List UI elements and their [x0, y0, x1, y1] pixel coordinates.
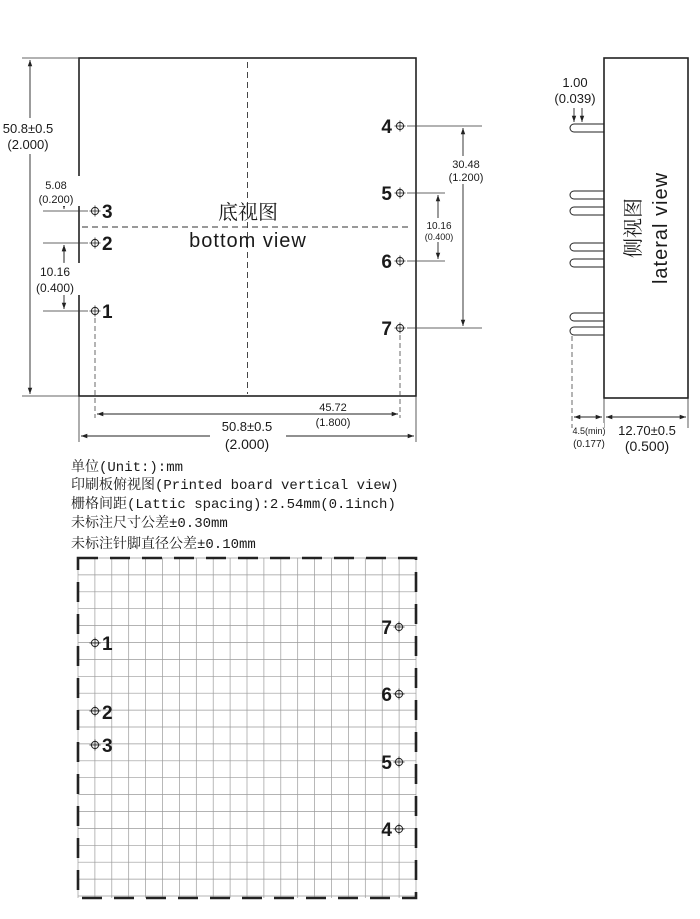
pin-label-5: 5	[381, 184, 392, 205]
dim-pitch-right-mm: 10.16	[426, 221, 452, 232]
note-unit: 单位(Unit:):mm	[71, 460, 184, 476]
dim-width-inch: (2.000)	[224, 436, 270, 452]
dim-thickness-mm: 12.70±0.5	[618, 423, 676, 438]
pin-label-2: 2	[102, 234, 113, 255]
pin-label-1: 1	[102, 302, 113, 323]
dim-width-mm: 50.8±0.5	[221, 419, 273, 434]
pcb-pin-label-2: 2	[102, 703, 113, 724]
pin-label-6: 6	[381, 252, 392, 273]
bottom-view-title-en: bottom view	[189, 230, 307, 252]
pcb-pin-label-5: 5	[381, 753, 392, 774]
dim-span-right-inch: (1.200)	[448, 172, 484, 184]
dim-pin-len-inch: (0.177)	[573, 439, 605, 450]
lateral-view-outline	[604, 58, 688, 398]
pcb-grid	[78, 558, 416, 898]
pin-label-4: 4	[381, 117, 392, 138]
pcb-pin-label-7: 7	[381, 618, 392, 639]
note-grid-spacing: 栅格间距(Lattic spacing):2.54mm(0.1inch)	[71, 497, 396, 513]
note-board-view: 印刷板俯视图(Printed board vertical view)	[71, 478, 399, 494]
note-dim-tolerance: 未标注尺寸公差±0.30mm	[71, 516, 228, 532]
pcb-pin-label-4: 4	[381, 820, 392, 841]
dim-pin-len-mm: 4.5(min)	[572, 426, 606, 436]
pcb-pin-label-6: 6	[381, 685, 392, 706]
dim-height-inch: (2.000)	[7, 137, 49, 152]
bottom-view	[0, 58, 492, 452]
dim-pitch-right-inch: (0.400)	[424, 232, 454, 242]
pcb-pin-label-1: 1	[102, 634, 113, 655]
lateral-view-title-cn: 侧视图	[623, 198, 645, 258]
dim-pin-dia-mm: 1.00	[562, 75, 588, 90]
bottom-view-title-cn: 底视图	[218, 202, 278, 224]
pcb-pin-label-3: 3	[102, 736, 113, 757]
lateral-view-title-en: lateral view	[650, 171, 672, 285]
pcb-view	[78, 558, 416, 898]
pin-label-7: 7	[381, 319, 392, 340]
dim-row-span-mm: 45.72	[319, 402, 347, 414]
dim-thickness-inch: (0.500)	[624, 438, 670, 454]
dim-span-right-mm: 30.48	[452, 159, 480, 171]
dim-pitch-mid-inch: (0.400)	[35, 281, 75, 295]
dim-pin-dia-inch: (0.039)	[554, 91, 596, 106]
dim-pitch-top-inch: (0.200)	[38, 194, 74, 206]
dim-pitch-mid-mm: 10.16	[39, 265, 71, 279]
notes	[71, 459, 399, 553]
note-pin-tolerance: 未标注针脚直径公差±0.10mm	[71, 537, 256, 553]
dim-height-mm: 50.8±0.5	[2, 121, 54, 136]
lateral-view	[554, 58, 688, 455]
pin-label-3: 3	[102, 202, 113, 223]
dim-row-span-inch: (1.800)	[315, 417, 351, 429]
dim-pitch-top-mm: 5.08	[45, 180, 67, 192]
